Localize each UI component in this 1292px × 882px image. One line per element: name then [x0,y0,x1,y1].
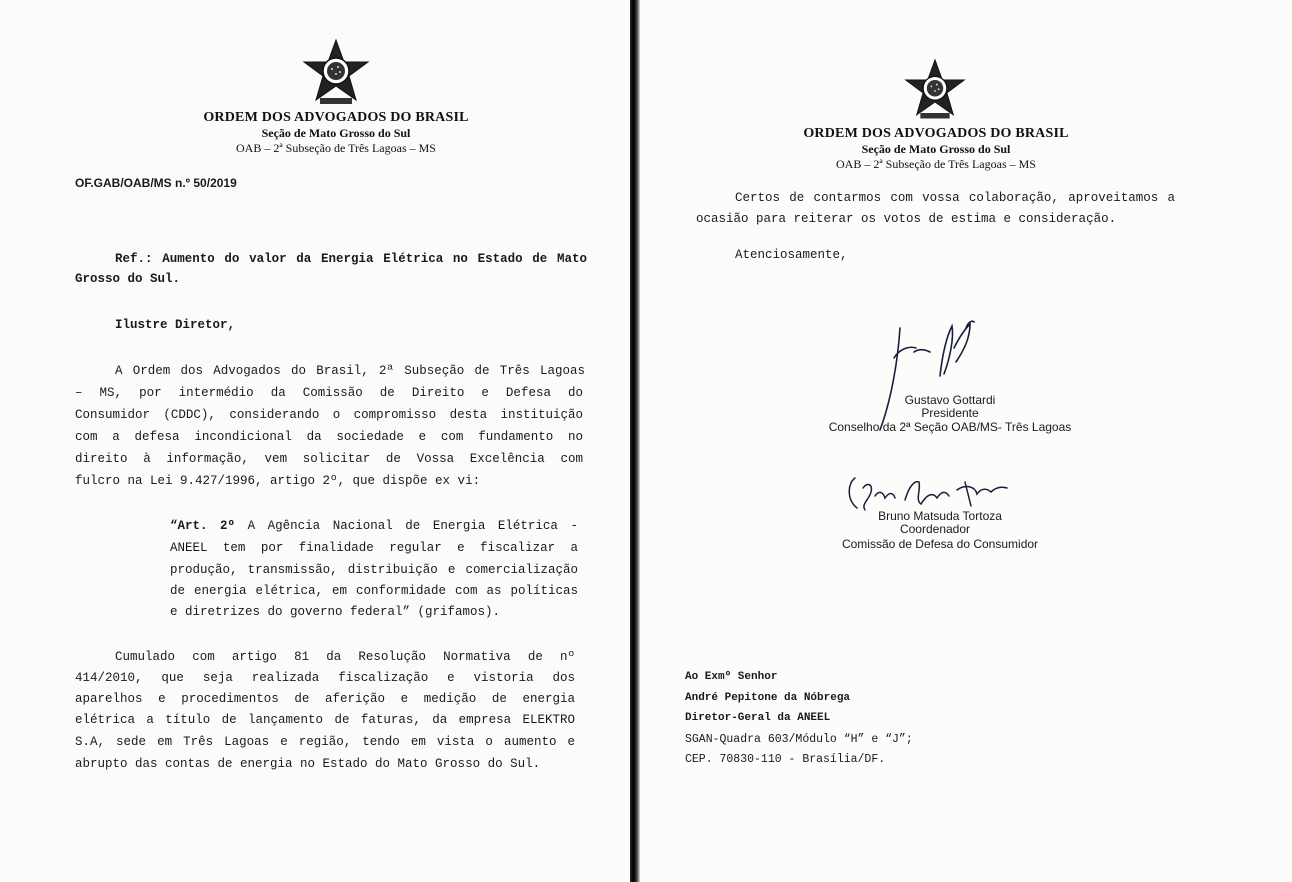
para2-line: S.A, sede em Três Lagoas e região, tendo em vista o aumento e [75,735,575,749]
addressee-line-4: SGAN-Quadra 603/Módulo “H” e “J”; [685,733,913,746]
section-name: Seção de Mato Grosso do Sul [861,142,1011,156]
org-name: ORDEM DOS ADVOGADOS DO BRASIL [203,110,469,125]
signer2-title: Coordenador [899,522,971,536]
quote-article-label: “Art. 2º [170,519,236,533]
section-name: Seção de Mato Grosso do Sul [261,126,411,140]
brazil-coat-of-arms-icon [300,38,372,110]
quote-first-text: A Agência Nacional de Energia Elétrica - [235,519,578,533]
addressee-line-3: Diretor-Geral da ANEEL [685,712,831,724]
quote-line: ANEEL tem por finalidade regular e fiscalizar a [170,541,578,555]
ref-line-2: Grosso do Sul. [75,272,181,286]
signer1-body: Conselho da 2ª Seção OAB/MS- Três Lagoas [828,420,1072,434]
subsection-name: OAB – 2ª Subseção de Três Lagoas – MS [836,157,1036,171]
addressee-line-5: CEP. 70830-110 - Brasília/DF. [685,753,886,766]
subsection-name: OAB – 2ª Subseção de Três Lagoas – MS [236,141,436,155]
para2-line: abrupto das contas de energia no Estado do Mato Grosso do Sul. [75,757,541,771]
signer1-name: Gustavo Gottardi [904,393,996,407]
para1-line: – MS, por intermédio da Comissão de Direito e Defesa do [75,386,583,400]
salutation: Ilustre Diretor, [115,318,236,332]
para1-line: com a defesa incondicional da sociedade e com fundamento no [75,430,583,444]
signer2-body: Comissão de Defesa do Consumidor [841,537,1039,551]
para2-line: 414/2010, que seja realizada fiscalização e vistoria dos [75,671,575,685]
org-name: ORDEM DOS ADVOGADOS DO BRASIL [803,126,1069,141]
para1-line: direito à informação, vem solicitar de Vossa Excelência com [75,452,583,466]
closing-line-1: Certos de contarmos com vossa colaboração, aproveitamos a [735,191,1175,205]
addressee-line-1: Ao Exmº Senhor [685,671,778,683]
signer1-title: Presidente [921,406,979,420]
para2-line: aparelhos e procedimentos de aferição e medição de energia [75,692,575,706]
quote-line: produção, transmissão, distribuição e comercialização [170,563,578,577]
letterhead [780,126,1092,172]
para2-line: Cumulado com artigo 81 da Resolução Normativa de nº [115,650,575,664]
para2-line: elétrica a título de lançamento de faturas, da empresa ELEKTRO [75,713,575,727]
para1-line: A Ordem dos Advogados do Brasil, 2ª Subseção de Três Lagoas [115,364,585,378]
para1-line: fulcro na Lei 9.427/1996, artigo 2º, que dispõe ex vi: [75,474,481,488]
letterhead [180,110,492,156]
quote-line [170,519,578,533]
brazil-coat-of-arms-icon [902,58,968,124]
signer2-name: Bruno Matsuda Tortoza [878,509,1002,523]
page-spine-divider [630,0,640,882]
quote-line: e diretrizes do governo federal” (grifamos). [170,605,501,619]
regards: Atenciosamente, [735,248,848,262]
closing-line-2: ocasião para reiterar os votos de estima e consideração. [696,212,1117,226]
right-page [640,0,1292,882]
left-page [0,0,630,882]
office-number: OF.GAB/OAB/MS n.º 50/2019 [75,176,237,190]
addressee-line-2: André Pepitone da Nóbrega [685,692,851,704]
para1-line: Consumidor (CDDC), considerando o compromisso desta instituição [75,408,583,422]
ref-line-1: Ref.: Aumento do valor da Energia Elétrica no Estado de Mato [115,252,587,266]
quote-line: de energia elétrica, em conformidade com as políticas [170,584,578,598]
